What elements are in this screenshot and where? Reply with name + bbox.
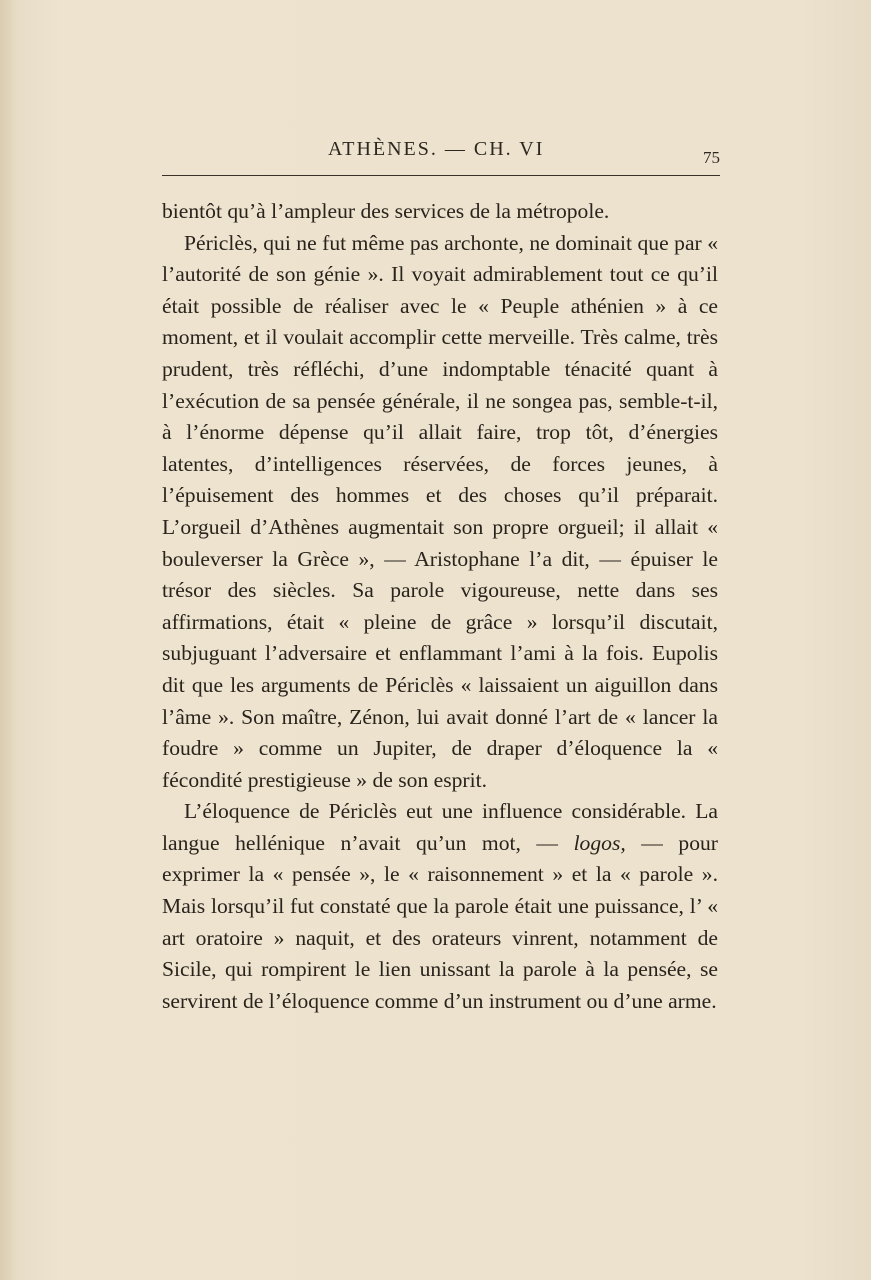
page-number: 75 <box>703 148 720 167</box>
paragraph-continuation: bientôt qu’à l’ampleur des services de la métropole. <box>162 199 610 223</box>
paragraph-eloquence-part1: L’éloquence de Périclès eut une influence considérable. La langue hellénique n’avait qu’un mot, — <box>162 799 718 855</box>
page-header <box>160 138 720 168</box>
paragraph-eloquence <box>162 796 718 1017</box>
running-title: ATHÈNES. — CH. VI <box>328 138 545 160</box>
body-text <box>162 196 718 1017</box>
paragraph-pericles: Périclès, qui ne fut même pas archonte, ne dominait que par « l’autorité de son génie ». Il voyait admirablement tout ce qu’il était possible de réaliser avec le « Peuple athénien » à ce moment, et il voulait accomplir cette merveille. Très calme, très prudent, très réfléchi, d’une indomptable ténacité quant à l’exécution de sa pensée générale, il ne songea pas, semble-t-il, à l’énorme dépense qu’il allait faire, trop tôt, d’énergies latentes, d’intelligences réservées, de forces jeunes, à l’épuisement des hommes et des choses qu’il préparait. L’orgueil d’Athènes augmentait son propre orgueil; il allait « bouleverser la Grèce », — Aristophane l’a dit, — épuiser le trésor des siècles. Sa parole vigoureuse, nette dans ses affirmations, était « pleine de grâce » lorsqu’il discutait, subjuguant l’adversaire et enflammant l’ami à la fois. Eupolis dit que les arguments de Périclès « laissaient un aiguillon dans l’âme ». Son maître, Zénon, lui avait donné l’art de « lancer la foudre » comme un Jupiter, de draper d’éloquence la « fécondité prestigieuse » de son esprit. <box>162 230 718 792</box>
paragraph-eloquence-part2: — pour exprimer la « pensée », le « raisonnement » et la « parole ». Mais lorsqu’il fut constaté que la parole était une puissance, l’ « art oratoire » naquit, et des orateurs vinrent, notamment de Sicile, qui rompirent le lien unissant la parole à la pensée, se servirent de l’éloquence comme d’un instrument ou d’une arme. <box>162 830 718 1013</box>
logos-italic: logos, <box>573 830 626 855</box>
header-rule <box>162 175 720 176</box>
